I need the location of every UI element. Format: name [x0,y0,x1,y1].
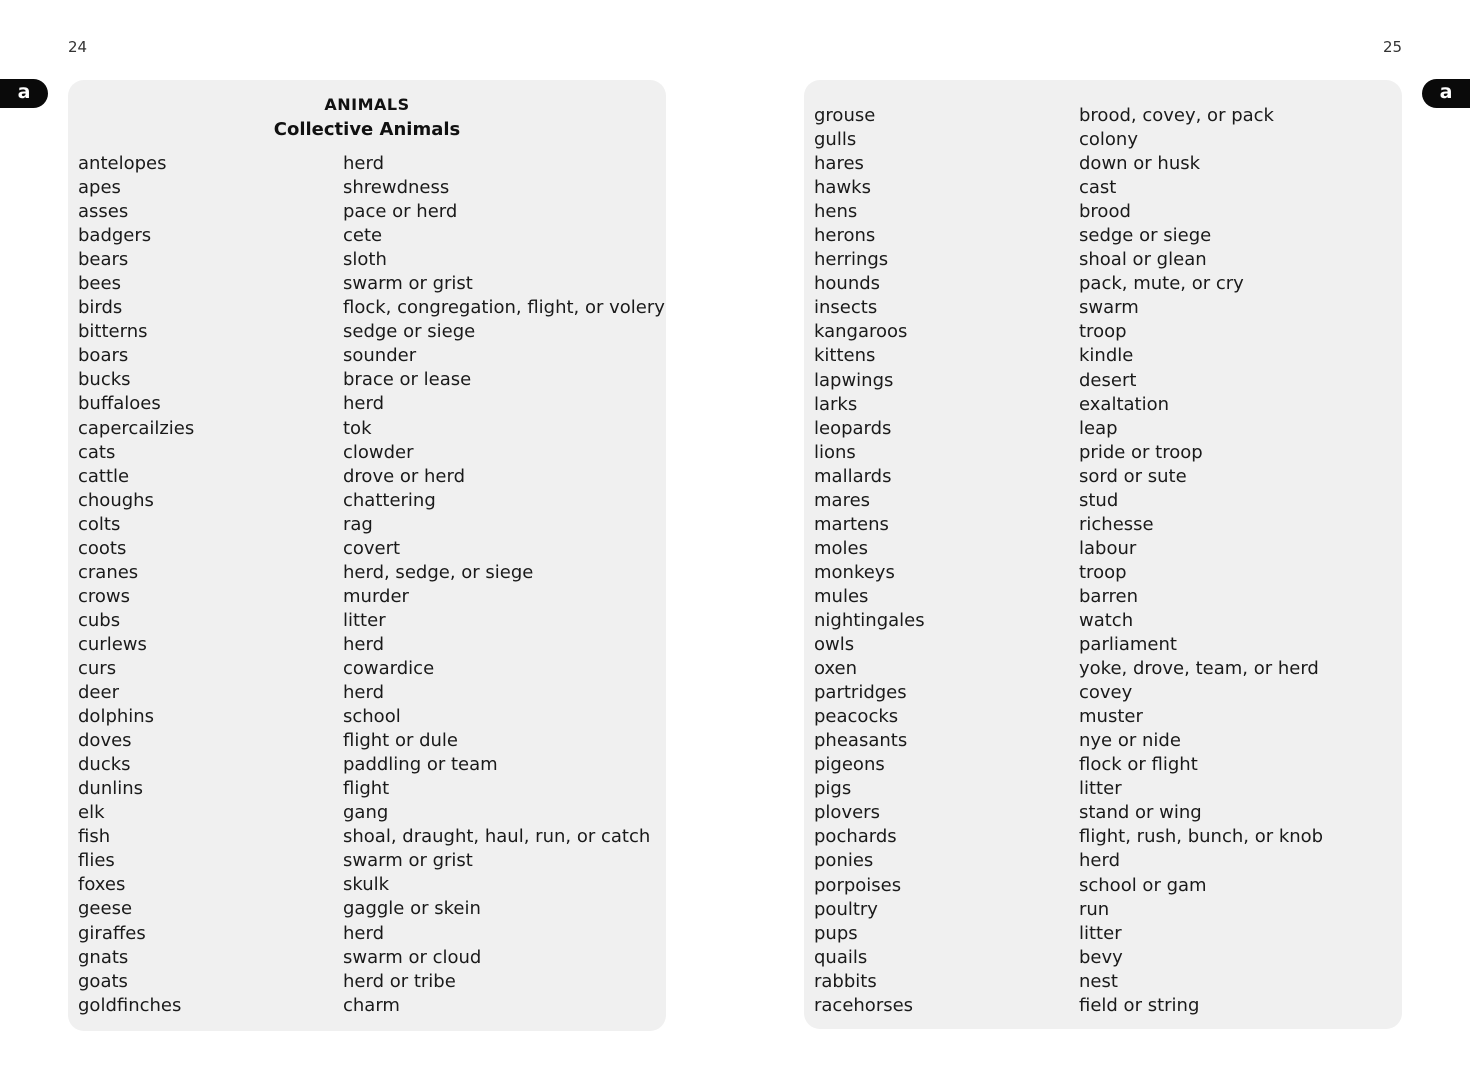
animal-name: mallards [814,465,892,487]
animal-name: curlews [78,633,147,655]
right-page-panel [804,80,1402,1029]
animal-name: goats [78,970,128,992]
collective-noun: flight [343,778,390,800]
list-item [68,729,666,753]
list-item [804,946,1402,970]
list-item [804,585,1402,609]
animal-name: monkeys [814,561,895,583]
collective-noun: run [1079,898,1110,920]
animal-name: hounds [814,273,881,295]
collective-noun: rag [343,513,373,535]
list-item [804,248,1402,272]
animal-name: apes [78,177,121,199]
list-item [804,224,1402,248]
collective-noun: herd [343,633,384,655]
collective-noun: brace or lease [343,369,472,391]
animal-name: peacocks [814,706,899,728]
collective-noun: shoal or glean [1079,249,1207,271]
collective-noun: litter [1079,778,1122,800]
animal-name: gulls [814,129,857,151]
list-item [804,200,1402,224]
collective-noun: herd [343,153,384,174]
list-item [68,465,666,489]
list-item [804,874,1402,898]
page-number-left: 24 [68,38,88,56]
animal-name: herrings [814,249,889,271]
collective-noun: flock or flight [1079,754,1198,776]
animal-name: kangaroos [814,321,908,343]
collective-noun: gaggle or skein [343,898,481,920]
section-title: ANIMALS [324,95,410,114]
animal-name: antelopes [78,153,167,174]
list-item [804,705,1402,729]
collective-noun: gang [343,802,389,824]
animal-name: owls [814,634,855,656]
collective-noun: exaltation [1079,393,1170,415]
collective-noun: stand or wing [1079,802,1202,824]
animal-name: hens [814,201,858,223]
list-item [804,898,1402,922]
animal-name: porpoises [814,874,902,896]
list-item [804,296,1402,320]
collective-noun: flock, congregation, flight, or volery [343,297,665,319]
list-item [804,609,1402,633]
animal-name: coots [78,537,127,559]
animal-name: kittens [814,345,876,367]
animal-name: flies [78,850,115,872]
list-item [804,441,1402,465]
animal-name: grouse [814,105,876,126]
list-item [68,633,666,657]
animal-name: boars [78,345,129,367]
list-item [68,994,666,1018]
animal-name: birds [78,297,123,319]
collective-noun: field or string [1079,994,1200,1016]
list-item [804,753,1402,777]
list-item [68,585,666,609]
list-item [68,705,666,729]
collective-noun: cete [343,225,383,247]
list-item [804,152,1402,176]
collective-noun: flight, rush, bunch, or knob [1079,826,1324,848]
left-entry-list [68,152,666,1018]
collective-noun: chattering [343,489,436,511]
animal-name: buffaloes [78,393,161,415]
list-item [68,152,666,176]
list-item [68,681,666,705]
animal-name: goldfinches [78,994,182,1016]
left-page-panel [68,80,666,1031]
collective-noun: charm [343,994,400,1016]
collective-noun: colony [1079,129,1138,151]
animal-name: bitterns [78,321,148,343]
animal-name: leopards [814,417,892,439]
animal-name: crows [78,585,131,607]
collective-noun: herd or tribe [343,970,456,992]
list-item [68,248,666,272]
list-item [804,369,1402,393]
animal-name: pigs [814,778,852,800]
collective-noun: covey [1079,682,1133,704]
list-item [804,320,1402,344]
collective-noun: troop [1079,321,1127,343]
collective-noun: parliament [1079,634,1177,656]
list-item [68,513,666,537]
animal-name: cranes [78,561,139,583]
animal-name: lapwings [814,369,894,391]
list-item [68,441,666,465]
list-item [68,272,666,296]
list-item [804,970,1402,994]
collective-noun: muster [1079,706,1143,728]
collective-noun: clowder [343,441,414,463]
collective-noun: swarm or grist [343,273,473,295]
list-item [68,368,666,392]
list-item [804,176,1402,200]
list-item [68,777,666,801]
section-tab-left: a [0,79,48,108]
collective-noun: richesse [1079,513,1154,535]
list-item [804,849,1402,873]
collective-noun: swarm [1079,297,1139,319]
list-item [68,224,666,248]
collective-noun: cowardice [343,657,435,679]
list-item [804,104,1402,128]
list-item [68,609,666,633]
list-item [68,417,666,441]
animal-name: insects [814,297,878,319]
list-item [68,392,666,416]
collective-noun: stud [1079,489,1119,511]
animal-name: ponies [814,850,874,872]
animal-name: dunlins [78,778,144,800]
animal-name: fish [78,826,111,848]
animal-name: nightingales [814,609,925,631]
animal-name: badgers [78,225,152,247]
animal-name: oxen [814,658,858,680]
collective-noun: pack, mute, or cry [1079,273,1244,295]
right-entry-list [804,104,1402,1018]
list-item [68,946,666,970]
list-item [804,393,1402,417]
collective-noun: watch [1079,609,1134,631]
collective-noun: shrewdness [343,177,450,199]
animal-name: larks [814,393,858,415]
list-item [68,849,666,873]
list-item [68,970,666,994]
animal-name: moles [814,537,868,559]
collective-noun: troop [1079,561,1127,583]
list-item [804,344,1402,368]
collective-noun: nest [1079,970,1118,992]
page-number-right: 25 [1383,38,1403,56]
collective-noun: drove or herd [343,465,466,487]
animal-name: mares [814,489,871,511]
animal-name: martens [814,513,889,535]
collective-noun: litter [343,609,386,631]
animal-name: dolphins [78,706,155,728]
collective-noun: cast [1079,177,1117,199]
list-item [804,729,1402,753]
list-item [68,200,666,224]
collective-noun: litter [1079,922,1122,944]
list-item [68,489,666,513]
animal-name: quails [814,946,868,968]
collective-noun: sedge or siege [1079,225,1212,247]
list-item [804,272,1402,296]
animal-name: choughs [78,489,154,511]
animal-name: lions [814,441,856,463]
animal-name: cattle [78,465,130,487]
collective-noun: swarm or cloud [343,946,482,968]
animal-name: hawks [814,177,871,199]
animal-name: giraffes [78,922,146,944]
collective-noun: sedge or siege [343,321,476,343]
list-item [804,465,1402,489]
collective-noun: yoke, drove, team, or herd [1079,658,1319,680]
collective-noun: skulk [343,874,390,896]
list-item [68,897,666,921]
animal-name: mules [814,585,869,607]
list-item [804,633,1402,657]
list-item [68,344,666,368]
animal-name: curs [78,657,117,679]
list-item [804,657,1402,681]
animal-name: geese [78,898,133,920]
list-item [804,994,1402,1018]
collective-noun: brood, covey, or pack [1079,105,1274,126]
animal-name: elk [78,802,105,824]
animal-name: gnats [78,946,129,968]
animal-name: doves [78,730,132,752]
list-item [804,681,1402,705]
animal-name: partridges [814,682,907,704]
list-item [68,801,666,825]
collective-noun: paddling or team [343,754,498,776]
animal-name: poultry [814,898,878,920]
collective-noun: herd [343,922,384,944]
collective-noun: leap [1079,417,1118,439]
collective-noun: labour [1079,537,1137,559]
animal-name: colts [78,513,121,535]
collective-noun: covert [343,537,401,559]
collective-noun: brood [1079,201,1131,223]
animal-name: asses [78,201,129,223]
animal-name: cubs [78,609,121,631]
section-tab-right: a [1422,79,1470,108]
collective-noun: bevy [1079,946,1123,968]
collective-noun: kindle [1079,345,1134,367]
collective-noun: flight or dule [343,730,458,752]
collective-noun: pride or troop [1079,441,1203,463]
list-item [68,320,666,344]
collective-noun: sounder [343,345,417,367]
animal-name: capercailzies [78,417,195,439]
list-item [804,513,1402,537]
list-item [68,176,666,200]
collective-noun: barren [1079,585,1139,607]
list-item [68,825,666,849]
collective-noun: herd [343,393,384,415]
list-item [804,825,1402,849]
collective-noun: pace or herd [343,201,458,223]
list-item [804,561,1402,585]
animal-name: pigeons [814,754,885,776]
list-item [68,657,666,681]
list-item [804,128,1402,152]
collective-noun: swarm or grist [343,850,473,872]
list-item [68,873,666,897]
list-item [804,537,1402,561]
animal-name: rabbits [814,970,877,992]
list-item [68,922,666,946]
animal-name: bees [78,273,121,295]
collective-noun: murder [343,585,409,607]
list-item [804,417,1402,441]
collective-noun: tok [343,417,372,439]
collective-noun: herd [343,682,384,704]
section-subtitle: Collective Animals [273,119,461,140]
animal-name: pups [814,922,858,944]
list-item [68,537,666,561]
animal-name: herons [814,225,876,247]
collective-noun: herd, sedge, or siege [343,561,534,583]
animal-name: foxes [78,874,126,896]
list-item [68,296,666,320]
list-item [804,922,1402,946]
animal-name: hares [814,153,864,175]
collective-noun: school or gam [1079,874,1207,896]
collective-noun: herd [1079,850,1120,872]
animal-name: bucks [78,369,131,391]
list-item [804,801,1402,825]
collective-noun: sloth [343,249,387,271]
list-item [68,561,666,585]
animal-name: plovers [814,802,880,824]
list-item [68,753,666,777]
collective-noun: shoal, draught, haul, run, or catch [343,826,651,848]
animal-name: pheasants [814,730,908,752]
animal-name: bears [78,249,129,271]
animal-name: racehorses [814,994,914,1016]
collective-noun: down or husk [1079,153,1201,175]
animal-name: ducks [78,754,131,776]
animal-name: deer [78,682,119,704]
collective-noun: nye or nide [1079,730,1181,752]
animal-name: cats [78,441,116,463]
collective-noun: school [343,706,401,728]
list-item [804,489,1402,513]
collective-noun: desert [1079,369,1137,391]
collective-noun: sord or sute [1079,465,1187,487]
animal-name: pochards [814,826,897,848]
list-item [804,777,1402,801]
